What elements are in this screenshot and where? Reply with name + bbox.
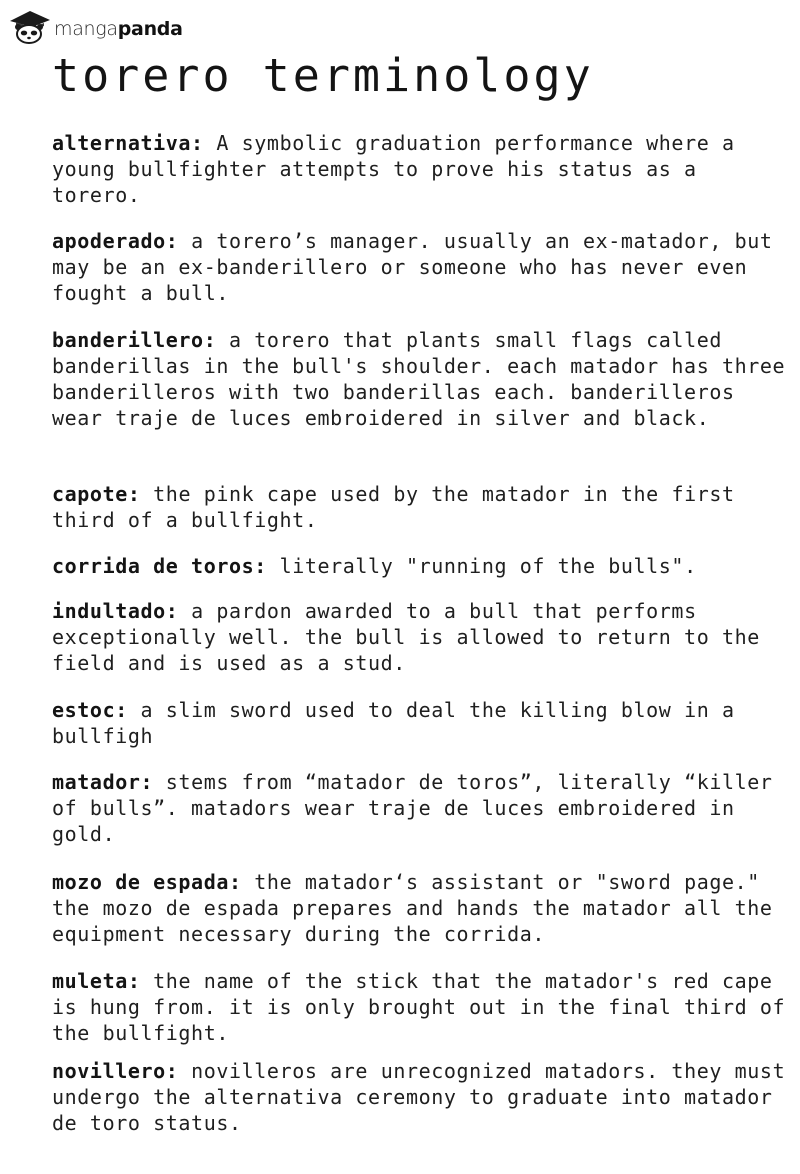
glossary-definition: novilleros are unrecognized matadors. they must undergo the alternativa ceremony to graduate into matador de toro status. (52, 1059, 786, 1135)
logo-wordmark-part1: manga (54, 17, 118, 40)
glossary-definition: a torero that plants small flags called banderillas in the bull's shoulder. each matador has three banderilleros with two banderillas each. banderilleros wear traje de luces embroidered in silver and black. (52, 328, 786, 430)
glossary-entry (52, 130, 792, 208)
page-title: torero terminology (52, 49, 594, 102)
glossary-entry (52, 228, 792, 306)
logo-wordmark (54, 17, 183, 40)
glossary-definition: literally "running of the bulls". (279, 554, 697, 578)
glossary-term: corrida de toros: (52, 554, 267, 578)
glossary-definition: A symbolic graduation performance where a young bullfighter attempts to prove his status as a torero. (52, 131, 735, 207)
glossary-definition: a torero’s manager. usually an ex-matador, but may be an ex-banderillero or someone who has never even fought a bull. (52, 229, 773, 305)
glossary-term: banderillero: (52, 328, 217, 352)
glossary-definition: stems from “matador de toros”, literally “killer of bulls”. matadors wear traje de luces embroidered in gold. (52, 770, 773, 846)
glossary-term: indultado: (52, 599, 179, 623)
glossary-term: novillero: (52, 1059, 179, 1083)
glossary-term: alternativa: (52, 131, 204, 155)
glossary-term: matador: (52, 770, 154, 794)
glossary-entry (52, 769, 792, 847)
glossary-entry (52, 481, 792, 533)
glossary-entry (52, 968, 792, 1046)
glossary-definition: the name of the stick that the matador's red cape is hung from. it is only brought out in the final third of the bullfight. (52, 969, 786, 1045)
glossary-definition: a pardon awarded to a bull that performs exceptionally well. the bull is allowed to return to the field and is used as a stud. (52, 599, 760, 675)
glossary-definition: a slim sword used to deal the killing blow in a bullfigh (52, 698, 735, 748)
glossary-term: mozo de espada: (52, 870, 242, 894)
panda-logo-icon (8, 7, 52, 45)
glossary-term: muleta: (52, 969, 141, 993)
glossary-definition: the matador‘s assistant or "sword page." the mozo de espada prepares and hands the matador all the equipment necessary during the corrida. (52, 870, 773, 946)
glossary-entry (52, 553, 792, 579)
glossary-entry (52, 697, 792, 749)
glossary-entry (52, 327, 792, 431)
glossary-entry (52, 869, 792, 947)
glossary-entry (52, 1058, 792, 1136)
logo-wordmark-part2: panda (117, 17, 183, 40)
site-logo[interactable] (8, 6, 183, 46)
glossary-definition: the pink cape used by the matador in the first third of a bullfight. (52, 482, 735, 532)
glossary-term: apoderado: (52, 229, 179, 253)
glossary-term: capote: (52, 482, 141, 506)
glossary-entry (52, 598, 792, 676)
glossary-term: estoc: (52, 698, 128, 722)
